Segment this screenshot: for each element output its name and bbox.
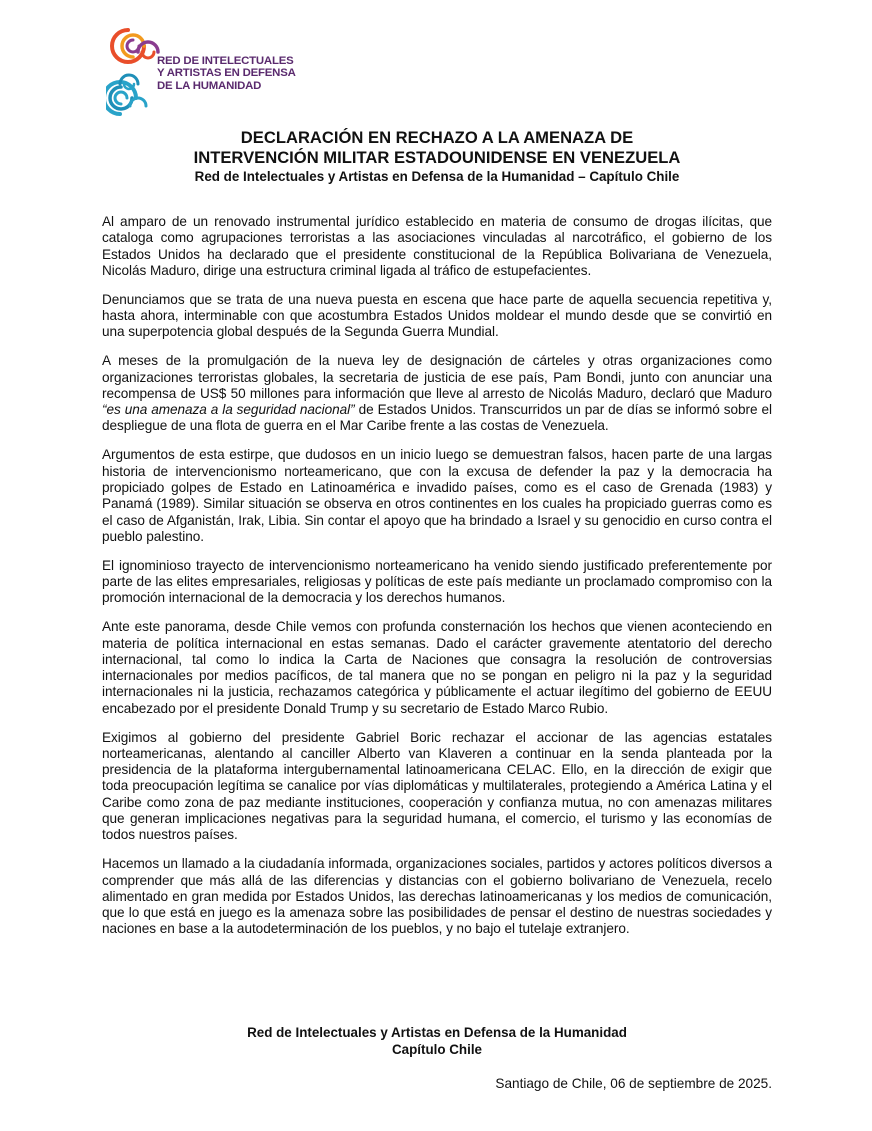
paragraph: El ignominioso trayecto de intervencionismo norteamericano ha venido siendo justificado preferentemente por parte de las elites empresariales, religiosas y políticas de este país mediante un proclamado compromiso con la promoción internacional de la democracia y los derechos humanos. bbox=[102, 557, 772, 606]
title-line: DECLARACIÓN EN RECHAZO A LA AMENAZA DE bbox=[240, 128, 634, 147]
document-subtitle: Red de Intelectuales y Artistas en Defensa de la Humanidad – Capítulo Chile bbox=[194, 169, 680, 184]
paragraph: Exigimos al gobierno del presidente Gabriel Boric rechazar el accionar de las agencias estatales norteamericanas, alentando al canciller Alberto van Klaveren a continuar en la senda planteada por la presidencia de la plataforma intergubernamental latinoamericana CELAC. Ello, en la dirección de exigir que toda preocupación legítima se canalice por vías diplomáticas y multilaterales, protegiendo a América Latina y el Caribe como zona de paz mediante instituciones, cooperación y confianza mutua, no con amenazas militares que generan implicaciones negativas para la seguridad humana, el comercio, el turismo y las economías de todos nuestros países. bbox=[102, 729, 772, 843]
place-date: Santiago de Chile, 06 de septiembre de 2025. bbox=[495, 1076, 772, 1091]
paragraph: Argumentos de esta estirpe, que dudosos en un inicio luego se demuestran falsos, hacen parte de una largas historia de intervencionismo norteamericano, que con la excusa de defender la paz y la democracia ha propiciado golpes de Estado en Latinoamérica e invadido países, como es el caso de Grenada (1983) y Panamá (1989). Similar situación se observa en otros continentes en los cuales ha propiciado guerras como es el caso de Afganistán, Irak, Libia. Sin contar el apoyo que ha brindado a Israel y su genocidio en curso contra el pueblo palestino. bbox=[102, 447, 772, 544]
document-body bbox=[102, 214, 772, 950]
logo-text bbox=[157, 55, 296, 92]
paragraph-text: de Estados Unidos. Transcurridos un par de días se informó sobre el despliegue de una flota de guerra en el Mar Caribe frente a las costas de Venezuela. bbox=[102, 402, 772, 434]
title-line: INTERVENCIÓN MILITAR ESTADOUNIDENSE EN VENEZUELA bbox=[193, 148, 681, 167]
logo-line: RED DE INTELECTUALES bbox=[157, 55, 294, 67]
organization-logo bbox=[106, 24, 306, 128]
paragraph: Hacemos un llamado a la ciudadanía informada, organizaciones sociales, partidos y actores políticos diversos a comprender que más allá de las diferencias y distancias con el gobierno bolivariano de Venezuela, recelo alimentado en gran medida por Estados Unidos, las derechas latinoamericanas y los medios de comunicación, que lo que está en juego es la amenaza sobre las posibilidades de pensar el destino de nuestras sociedades y naciones en base a la autodeterminación de los pueblos, y no bajo el tutelaje extranjero. bbox=[102, 856, 772, 937]
paragraph: Ante este panorama, desde Chile vemos con profunda consternación los hechos que vienen aconteciendo en materia de política internacional en estas semanas. Dado el carácter gravemente atentatorio del derecho internacional, tal como lo indica la Carta de Naciones que consagra la resolución de controversias internacionales por medios pacíficos, de tal manera que no se pongan en peligro ni la paz y la seguridad internacionales ni la justicia, rechazamos categórica y públicamente el actuar ilegítimo del gobierno de EEUU encabezado por el presidente Donald Trump y su secretario de Estado Marco Rubio. bbox=[102, 619, 772, 716]
logo-line: DE LA HUMANIDAD bbox=[157, 79, 262, 92]
paragraph: Denunciamos que se trata de una nueva puesta en escena que hace parte de aquella secuencia repetitiva y, hasta ahora, interminable con que acostumbra Estados Unidos moldear el mundo desde que se convirtió en una superpotencia global después de la Segunda Guerra Mundial. bbox=[102, 291, 772, 340]
document-title bbox=[102, 128, 772, 168]
signature-line: Red de Intelectuales y Artistas en Defensa de la Humanidad bbox=[247, 1025, 627, 1040]
signature-block bbox=[102, 1024, 772, 1058]
quote-text: “es una amenaza a la seguridad nacional” bbox=[102, 402, 355, 418]
signature-line: Capítulo Chile bbox=[391, 1042, 482, 1057]
paragraph-text: A meses de la promulgación de la nueva ley de designación de cárteles y otras organizaciones como organizaciones terroristas globales, la secretaria de justicia de ese país, Pam Bondi, junto con anunciar una recompensa de US$ 50 millones para información que lleve al arresto de Nicolás Maduro, declaró que Maduro bbox=[102, 353, 772, 401]
paragraph bbox=[102, 353, 772, 434]
paragraph: Al amparo de un renovado instrumental jurídico establecido en materia de consumo de drogas ilícitas, que cataloga como agrupaciones terroristas a las asociaciones vinculadas al narcotráfico, el gobierno de los Estados Unidos ha declarado que el presidente constitucional de la República Bolivariana de Venezuela, Nicolás Maduro, dirige una estructura criminal ligada al tráfico de estupefacientes. bbox=[102, 214, 772, 278]
logo-line: Y ARTISTAS EN DEFENSA bbox=[157, 67, 296, 80]
